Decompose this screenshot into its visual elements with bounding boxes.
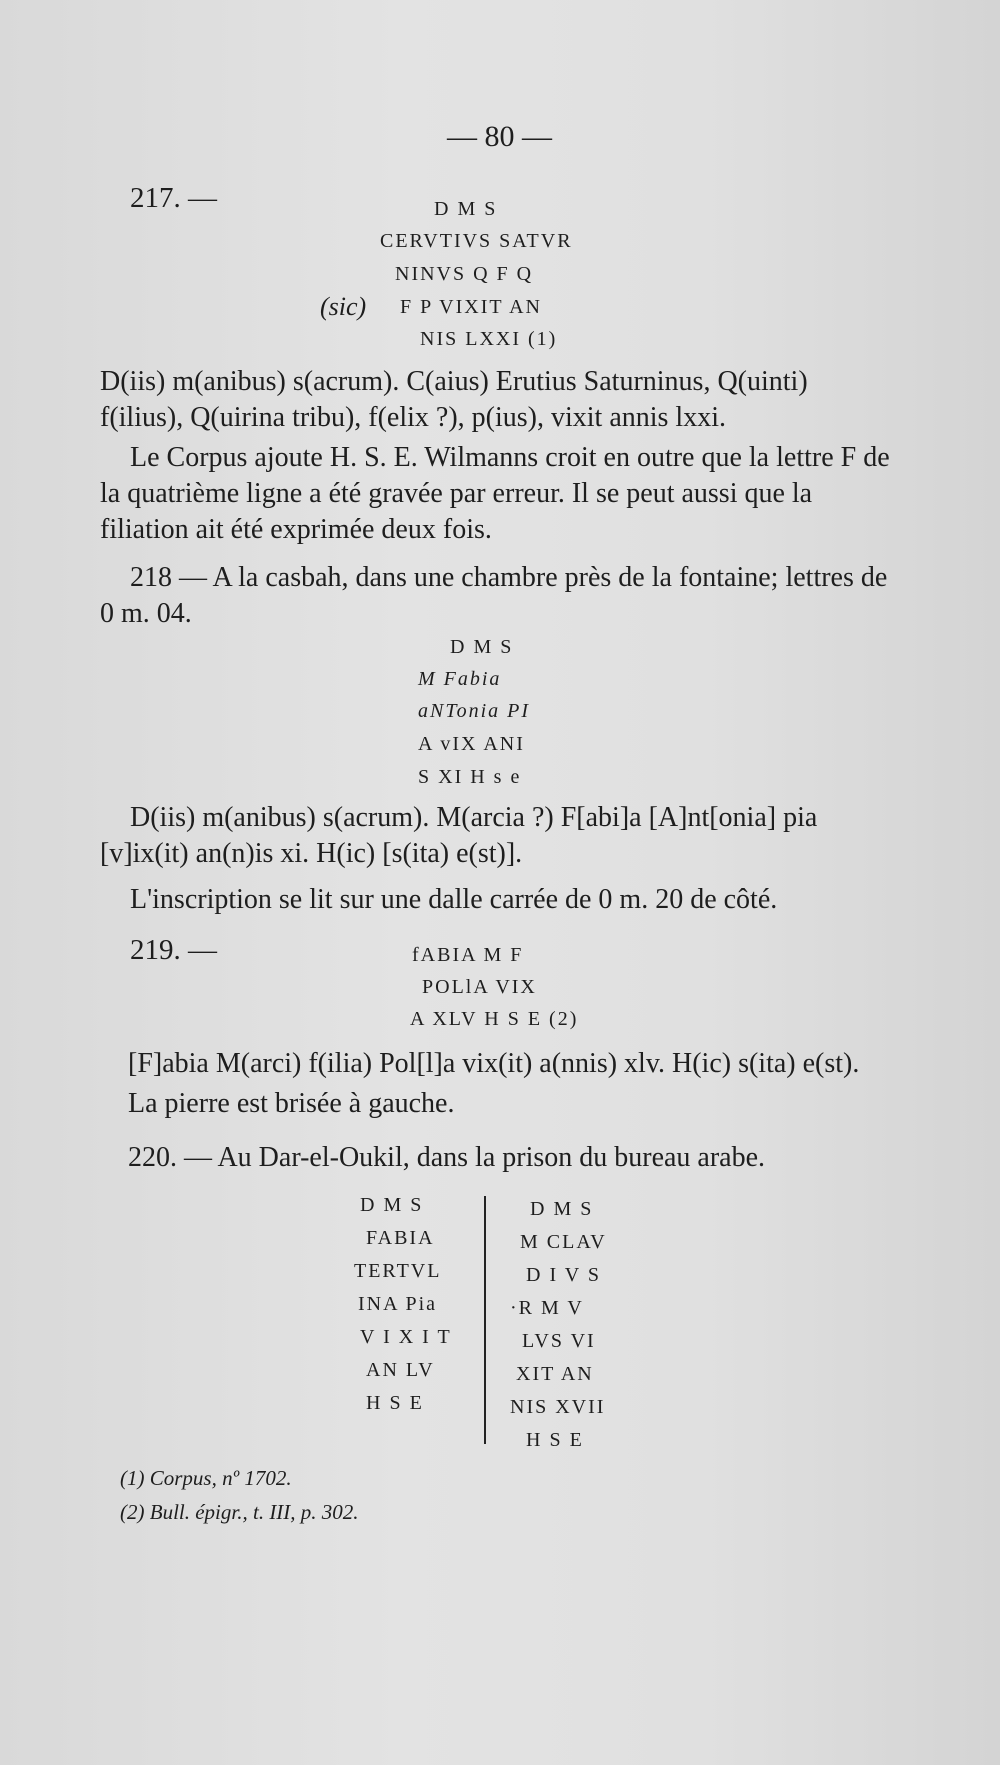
e217-line-3: NINVS Q F Q	[395, 263, 534, 285]
e220-left-line-1: D M S	[360, 1194, 424, 1216]
e219-line-1: fABIA M F	[412, 944, 524, 966]
e218-line-3: aNTonia PI	[418, 700, 531, 722]
column-divider	[484, 1196, 486, 1444]
e220-right-line-7: NIS XVII	[510, 1396, 606, 1418]
e218-note: L'inscription se lit sur une dalle carrée de 0 m. 20 de côté.	[130, 884, 778, 915]
e219-note: La pierre est brisée à gauche.	[128, 1088, 455, 1119]
e220-right-line-5: LVS VI	[522, 1330, 596, 1352]
entry-217-number: 217. —	[130, 182, 217, 214]
e218-intro: 218 — A la casbah, dans une chambre près de la fontaine; lettres de 0 m. 04.	[100, 562, 888, 629]
e220-left-line-2: FABIA	[366, 1227, 435, 1249]
sic-note: (sic)	[320, 292, 367, 321]
e217-expansion: D(iis) m(anibus) s(acrum). C(aius) Erutius Saturninus, Q(uinti) f(ilius), Q(uirina tribu), f(elix ?), p(ius), vixit annis lxxi.	[100, 366, 808, 433]
e219-line-2: POLlA VIX	[422, 976, 537, 998]
e218-line-1: D M S	[450, 636, 514, 658]
e220-right-line-8: H S E	[526, 1429, 584, 1451]
e220-right-line-3: D I V S	[526, 1264, 601, 1286]
e218-line-4: A vIX ANI	[418, 733, 525, 755]
e220-left-line-3: TERTVL	[354, 1260, 442, 1282]
e220-right-line-6: XIT AN	[516, 1363, 594, 1385]
e217-line-5: NIS LXXI (1)	[420, 328, 558, 350]
e220-right-line-4: ·R M V	[510, 1297, 584, 1319]
e219-expansion: [F]abia M(arci) f(ilia) Pol[l]a vix(it) a(nnis) xlv. H(ic) s(ita) e(st).	[128, 1048, 860, 1079]
e220-left-line-5: V I X I T	[360, 1326, 452, 1348]
e219-line-3: A XLV H S E (2)	[410, 1008, 579, 1030]
footnote-2: (2) Bull. épigr., t. III, p. 302.	[120, 1500, 359, 1524]
e220-left-line-4: INA Pia	[358, 1293, 437, 1315]
e217-line-4: F P VIXIT AN	[400, 296, 542, 318]
e218-line-2: M Fabia	[418, 668, 502, 690]
e220-left-line-6: AN LV	[366, 1359, 435, 1381]
e217-line-1: D M S	[434, 198, 498, 220]
footnote-1: (1) Corpus, nº 1702.	[120, 1466, 292, 1490]
e217-note: Le Corpus ajoute H. S. E. Wilmanns croit en outre que la lettre F de la quatrième ligne a été gravée par erreur. Il se peut aussi que la filiation ait été exprimée deux fois.	[100, 442, 890, 545]
entry-219-number: 219. —	[130, 934, 217, 966]
page-number: — 80 —	[447, 120, 552, 153]
e218-line-5: S XI H s e	[418, 766, 522, 788]
e220-right-line-2: M CLAV	[520, 1231, 607, 1253]
e220-left-line-7: H S E	[366, 1392, 424, 1414]
e218-expansion: D(iis) m(anibus) s(acrum). M(arcia ?) F[abi]a [A]nt[onia] pia [v]ix(it) an(n)is xi. H(ic) [s(ita) e(st)].	[100, 802, 818, 869]
e217-line-2: CERVTIVS SATVR	[380, 230, 573, 252]
e220-intro: 220. — Au Dar-el-Oukil, dans la prison du bureau arabe.	[128, 1142, 766, 1173]
e220-right-line-1: D M S	[530, 1198, 594, 1220]
